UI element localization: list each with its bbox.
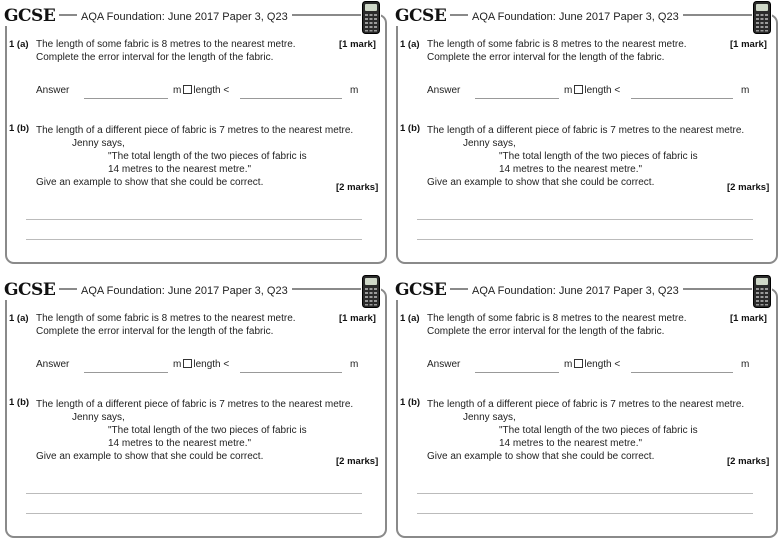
answer-lower-bound-field[interactable] bbox=[475, 372, 559, 373]
jenny-quote-1: "The total length of the two pieces of fabric is bbox=[499, 151, 698, 162]
question-b-label: 1 (b) bbox=[400, 123, 421, 134]
calculator-icon bbox=[752, 1, 772, 35]
answer-upper-bound-field[interactable] bbox=[240, 372, 342, 373]
question-a-text-1: The length of some fabric is 8 metres to the nearest metre. bbox=[36, 313, 296, 324]
card-title: AQA Foundation: June 2017 Paper 3, Q23 bbox=[468, 11, 683, 23]
question-b-text-1: The length of a different piece of fabric is 7 metres to the nearest metre. bbox=[427, 125, 745, 136]
working-line-1[interactable] bbox=[26, 219, 362, 220]
question-b-text-1: The length of a different piece of fabric is 7 metres to the nearest metre. bbox=[36, 399, 354, 410]
question-a-label: 1 (a) bbox=[9, 39, 29, 50]
question-b-label: 1 (b) bbox=[400, 397, 421, 408]
length-label: length < bbox=[193, 359, 230, 370]
gcse-logo: GCSE bbox=[2, 6, 59, 26]
unit-m: m bbox=[173, 85, 182, 96]
answer-label: Answer bbox=[427, 359, 461, 370]
working-line-2[interactable] bbox=[417, 513, 753, 514]
question-a-marks: [1 mark] bbox=[730, 313, 767, 324]
error-interval-text bbox=[564, 84, 620, 97]
jenny-quote-2: 14 metres to the nearest metre." bbox=[499, 438, 643, 449]
question-b-marks: [2 marks] bbox=[727, 456, 770, 467]
unit-end: m bbox=[350, 359, 359, 370]
question-card bbox=[393, 1, 775, 263]
unit-end: m bbox=[350, 85, 359, 96]
calculator-icon bbox=[361, 275, 381, 309]
calculator-icon bbox=[361, 1, 381, 35]
question-card bbox=[2, 275, 384, 537]
answer-label: Answer bbox=[427, 85, 461, 96]
question-a-marks: [1 mark] bbox=[730, 39, 767, 50]
answer-label: Answer bbox=[36, 359, 70, 370]
error-interval-text bbox=[564, 358, 620, 371]
question-a-marks: [1 mark] bbox=[339, 39, 376, 50]
question-b-text-2: Jenny says, bbox=[463, 138, 516, 149]
question-b-text-3: Give an example to show that she could be correct. bbox=[36, 451, 264, 462]
question-b-text-3: Give an example to show that she could be correct. bbox=[427, 177, 655, 188]
error-interval-text bbox=[173, 84, 229, 97]
answer-lower-bound-field[interactable] bbox=[84, 98, 168, 99]
working-line-1[interactable] bbox=[417, 493, 753, 494]
answer-upper-bound-field[interactable] bbox=[240, 98, 342, 99]
jenny-quote-1: "The total length of the two pieces of fabric is bbox=[499, 425, 698, 436]
calculator-icon bbox=[752, 275, 772, 309]
card-title: AQA Foundation: June 2017 Paper 3, Q23 bbox=[77, 285, 292, 297]
gcse-logo: GCSE bbox=[393, 6, 450, 26]
jenny-quote-2: 14 metres to the nearest metre." bbox=[108, 164, 252, 175]
question-a-text-1: The length of some fabric is 8 metres to the nearest metre. bbox=[36, 39, 296, 50]
question-a-label: 1 (a) bbox=[400, 313, 420, 324]
question-a-text-2: Complete the error interval for the length of the fabric. bbox=[427, 326, 665, 337]
question-b-text-2: Jenny says, bbox=[72, 138, 125, 149]
card-title: AQA Foundation: June 2017 Paper 3, Q23 bbox=[468, 285, 683, 297]
working-line-1[interactable] bbox=[417, 219, 753, 220]
question-b-marks: [2 marks] bbox=[727, 182, 770, 193]
question-b-text-2: Jenny says, bbox=[72, 412, 125, 423]
answer-label: Answer bbox=[36, 85, 70, 96]
question-a-text-2: Complete the error interval for the length of the fabric. bbox=[427, 52, 665, 63]
question-a-text-1: The length of some fabric is 8 metres to the nearest metre. bbox=[427, 39, 687, 50]
gcse-logo: GCSE bbox=[393, 280, 450, 300]
question-a-text-1: The length of some fabric is 8 metres to the nearest metre. bbox=[427, 313, 687, 324]
checkbox-icon bbox=[183, 359, 192, 368]
jenny-quote-1: "The total length of the two pieces of fabric is bbox=[108, 151, 307, 162]
question-b-marks: [2 marks] bbox=[336, 456, 379, 467]
question-a-text-2: Complete the error interval for the length of the fabric. bbox=[36, 52, 274, 63]
length-label: length < bbox=[193, 85, 230, 96]
question-a-marks: [1 mark] bbox=[339, 313, 376, 324]
error-interval-text bbox=[173, 358, 229, 371]
question-b-marks: [2 marks] bbox=[336, 182, 379, 193]
gcse-logo: GCSE bbox=[2, 280, 59, 300]
answer-upper-bound-field[interactable] bbox=[631, 98, 733, 99]
length-label: length < bbox=[584, 85, 621, 96]
unit-end: m bbox=[741, 85, 750, 96]
question-a-label: 1 (a) bbox=[400, 39, 420, 50]
jenny-quote-2: 14 metres to the nearest metre." bbox=[499, 164, 643, 175]
working-line-2[interactable] bbox=[26, 513, 362, 514]
question-card bbox=[2, 1, 384, 263]
checkbox-icon bbox=[574, 359, 583, 368]
question-a-text-2: Complete the error interval for the length of the fabric. bbox=[36, 326, 274, 337]
question-b-label: 1 (b) bbox=[9, 123, 30, 134]
answer-lower-bound-field[interactable] bbox=[475, 98, 559, 99]
checkbox-icon bbox=[574, 85, 583, 94]
jenny-quote-2: 14 metres to the nearest metre." bbox=[108, 438, 252, 449]
question-b-text-3: Give an example to show that she could be correct. bbox=[427, 451, 655, 462]
length-label: length < bbox=[584, 359, 621, 370]
question-b-text-1: The length of a different piece of fabric is 7 metres to the nearest metre. bbox=[36, 125, 354, 136]
unit-m: m bbox=[564, 359, 573, 370]
unit-m: m bbox=[173, 359, 182, 370]
checkbox-icon bbox=[183, 85, 192, 94]
card-title: AQA Foundation: June 2017 Paper 3, Q23 bbox=[77, 11, 292, 23]
jenny-quote-1: "The total length of the two pieces of fabric is bbox=[108, 425, 307, 436]
question-b-text-1: The length of a different piece of fabric is 7 metres to the nearest metre. bbox=[427, 399, 745, 410]
working-line-1[interactable] bbox=[26, 493, 362, 494]
question-b-label: 1 (b) bbox=[9, 397, 30, 408]
working-line-2[interactable] bbox=[26, 239, 362, 240]
question-a-label: 1 (a) bbox=[9, 313, 29, 324]
question-b-text-3: Give an example to show that she could be correct. bbox=[36, 177, 264, 188]
question-card bbox=[393, 275, 775, 537]
answer-lower-bound-field[interactable] bbox=[84, 372, 168, 373]
unit-end: m bbox=[741, 359, 750, 370]
unit-m: m bbox=[564, 85, 573, 96]
answer-upper-bound-field[interactable] bbox=[631, 372, 733, 373]
question-b-text-2: Jenny says, bbox=[463, 412, 516, 423]
working-line-2[interactable] bbox=[417, 239, 753, 240]
